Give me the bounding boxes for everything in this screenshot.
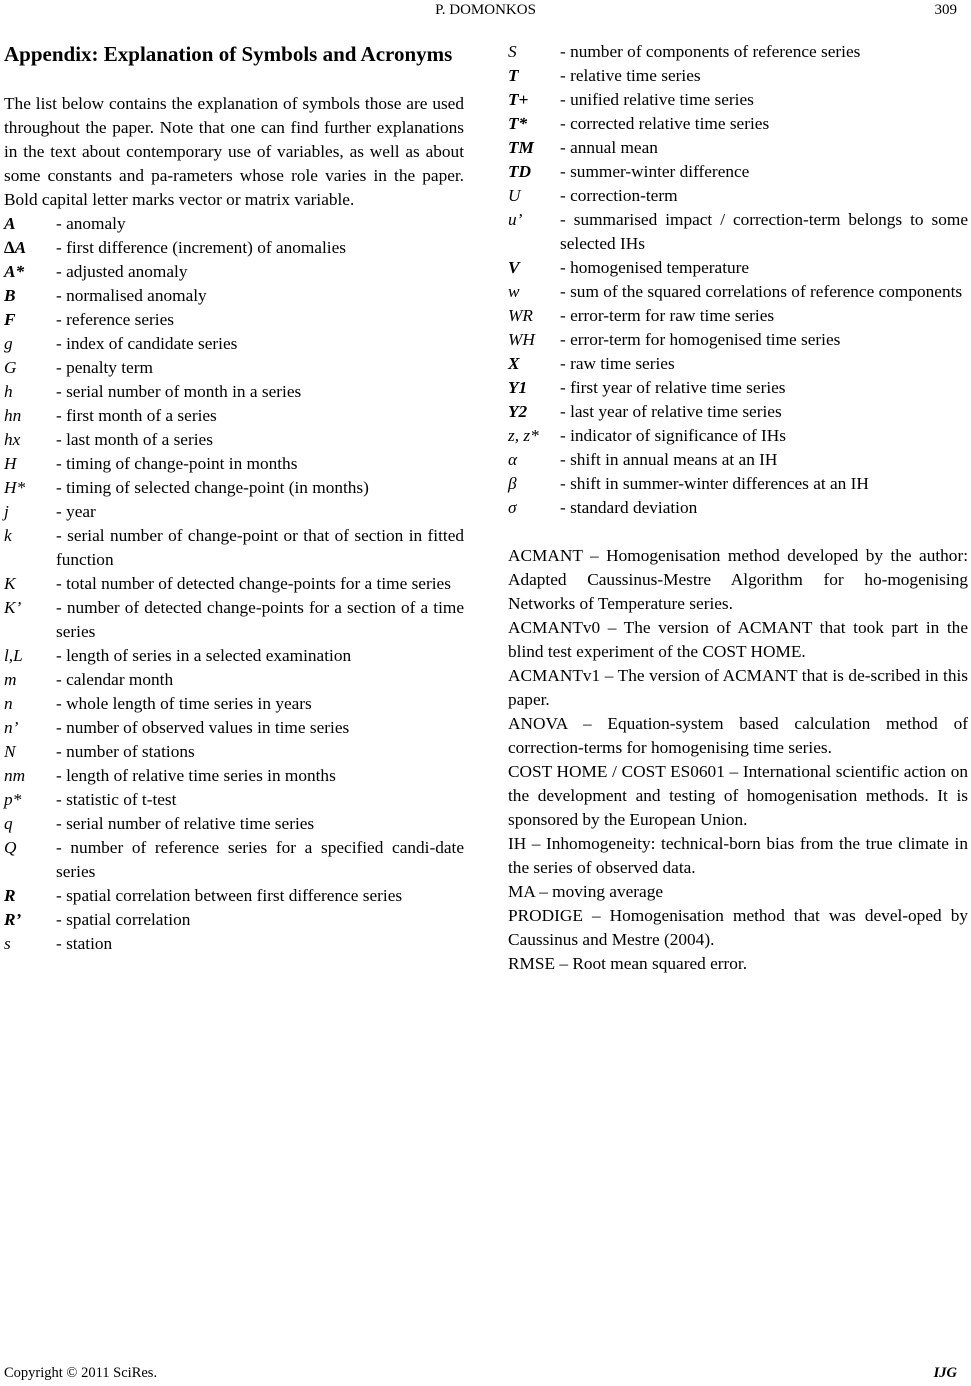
symbol-row	[4, 740, 464, 764]
symbol-row	[4, 284, 464, 308]
symbol-term: TD	[508, 162, 532, 181]
symbol-description: - error-term for homogenised time series	[560, 330, 841, 349]
symbol-row	[4, 572, 464, 596]
symbol-description: - length of relative time series in months	[56, 766, 336, 785]
symbol-term: w	[508, 282, 520, 301]
symbol-row	[508, 160, 968, 184]
acronym-entry: ANOVA – Equation-system based calculation method of correction-terms for homogenising time series.	[508, 714, 968, 757]
symbol-description: - whole length of time series in years	[56, 694, 312, 713]
symbol-term: T*	[508, 114, 528, 133]
symbol-description: - first year of relative time series	[560, 378, 786, 397]
symbol-term: WR	[508, 306, 533, 325]
symbol-term: F	[4, 310, 16, 329]
symbol-row	[4, 716, 464, 740]
symbol-row	[4, 332, 464, 356]
symbol-term: m	[4, 670, 17, 689]
symbol-description: - anomaly	[56, 214, 126, 233]
symbol-term: s	[4, 934, 11, 953]
symbol-description: - spatial correlation between first difference series	[56, 886, 403, 905]
symbol-row	[508, 424, 968, 448]
acronym-list	[508, 544, 968, 976]
symbol-description: - number of reference series for a specified candi-date series	[56, 838, 464, 881]
symbol-description: - number of stations	[56, 742, 195, 761]
symbol-description: - shift in annual means at an IH	[560, 450, 778, 469]
symbol-row	[4, 764, 464, 788]
symbol-description: - statistic of t-test	[56, 790, 177, 809]
symbol-row	[4, 668, 464, 692]
symbol-row	[4, 812, 464, 836]
symbol-row	[508, 448, 968, 472]
symbol-row	[508, 40, 968, 64]
symbol-row	[4, 692, 464, 716]
symbol-term: V	[508, 258, 520, 277]
symbol-description: - last month of a series	[56, 430, 213, 449]
symbol-description: - last year of relative time series	[560, 402, 782, 421]
symbol-description: - number of components of reference series	[560, 42, 861, 61]
symbol-row	[4, 524, 464, 572]
symbol-row	[4, 236, 464, 260]
symbol-term: TM	[508, 138, 534, 157]
symbol-row	[508, 328, 968, 352]
symbol-row	[508, 280, 968, 304]
symbol-term: u’	[508, 210, 523, 229]
acronym-entry: ACMANTv1 – The version of ACMANT that is de-scribed in this paper.	[508, 666, 968, 709]
symbol-term: H*	[4, 478, 26, 497]
symbol-description: - normalised anomaly	[56, 286, 207, 305]
symbol-term: l,L	[4, 646, 23, 665]
symbol-description: - serial number of change-point or that of section in fitted function	[56, 526, 464, 569]
symbol-term: T+	[508, 90, 529, 109]
symbol-description: - annual mean	[560, 138, 658, 157]
symbol-description: - standard deviation	[560, 498, 698, 517]
symbol-term: hn	[4, 406, 22, 425]
symbol-term: Y1	[508, 378, 528, 397]
symbol-description: - number of detected change-points for a section of a time series	[56, 598, 464, 641]
symbol-description: - index of candidate series	[56, 334, 238, 353]
symbol-term: j	[4, 502, 9, 521]
symbol-term: k	[4, 526, 12, 545]
symbol-term: n	[4, 694, 13, 713]
running-head: P. DOMONKOS	[435, 2, 536, 18]
symbol-description: - penalty term	[56, 358, 153, 377]
symbol-row	[508, 184, 968, 208]
symbol-description: - adjusted anomaly	[56, 262, 188, 281]
acronym-entry: PRODIGE – Homogenisation method that was devel-oped by Caussinus and Mestre (2004).	[508, 906, 968, 949]
symbol-row	[508, 496, 968, 520]
symbol-term: ∆A	[4, 238, 27, 257]
symbol-row	[508, 136, 968, 160]
symbol-row	[4, 908, 464, 932]
symbol-term: hx	[4, 430, 21, 449]
symbol-row	[4, 644, 464, 668]
symbol-description: - relative time series	[560, 66, 701, 85]
symbol-row	[4, 596, 464, 644]
symbol-term: n’	[4, 718, 19, 737]
symbol-row	[4, 404, 464, 428]
symbol-term: nm	[4, 766, 26, 785]
symbol-description: - sum of the squared correlations of reference components	[560, 282, 963, 301]
symbol-term: R	[4, 886, 16, 905]
symbol-description: - timing of selected change-point (in months)	[56, 478, 369, 497]
symbol-row	[4, 884, 464, 908]
page-header	[0, 0, 971, 24]
copyright-notice: Copyright © 2011 SciRes.	[4, 1365, 158, 1381]
symbol-row	[508, 64, 968, 88]
symbol-row	[4, 212, 464, 236]
acronym-entry: COST HOME / COST ES0601 – International scientific action on the development and testing of homogenisation methods. It is sponsored by the European Union.	[508, 762, 968, 829]
symbol-term: H	[4, 454, 17, 473]
symbol-term: β	[508, 474, 517, 493]
symbol-term: U	[508, 186, 521, 205]
symbol-description: - unified relative time series	[560, 90, 754, 109]
right-column	[508, 40, 968, 976]
symbol-term: X	[508, 354, 520, 373]
symbol-row	[508, 304, 968, 328]
symbol-term: S	[508, 42, 517, 61]
symbol-term: B	[4, 286, 16, 305]
page-number: 309	[934, 2, 957, 18]
symbol-description: - station	[56, 934, 113, 953]
symbol-term: A*	[4, 262, 25, 281]
symbol-term: N	[4, 742, 16, 761]
symbol-row	[4, 356, 464, 380]
symbol-row	[508, 472, 968, 496]
symbol-description: - serial number of month in a series	[56, 382, 302, 401]
symbol-term: K	[4, 574, 16, 593]
acronym-entry: ACMANT – Homogenisation method developed by the author: Adapted Caussinus-Mestre Algorithm for ho-mogenising Networks of Temperature series.	[508, 546, 968, 613]
symbol-description: - year	[56, 502, 96, 521]
symbol-description: - timing of change-point in months	[56, 454, 298, 473]
symbol-term: G	[4, 358, 17, 377]
symbol-description: - spatial correlation	[56, 910, 191, 929]
symbol-description: - length of series in a selected examination	[56, 646, 352, 665]
symbol-term: R’	[4, 910, 22, 929]
symbol-term: K’	[4, 598, 22, 617]
symbol-term: α	[508, 450, 518, 469]
symbol-row	[4, 500, 464, 524]
symbol-row	[508, 400, 968, 424]
symbol-row	[4, 380, 464, 404]
symbol-term: σ	[508, 498, 517, 517]
acronym-entry: MA – moving average	[508, 882, 664, 901]
symbol-list-right	[508, 40, 968, 520]
journal-abbrev: IJG	[933, 1365, 957, 1381]
symbol-description: - shift in summer-winter differences at an IH	[560, 474, 869, 493]
symbol-row	[508, 376, 968, 400]
symbol-list-left	[4, 212, 464, 956]
appendix-title: Appendix: Explanation of Symbols and Acronyms	[4, 42, 453, 66]
symbol-description: - corrected relative time series	[560, 114, 770, 133]
symbol-term: h	[4, 382, 13, 401]
symbol-description: - first difference (increment) of anomalies	[56, 238, 346, 257]
symbol-row	[4, 260, 464, 284]
symbol-row	[4, 452, 464, 476]
symbol-row	[4, 932, 464, 956]
symbol-description: - error-term for raw time series	[560, 306, 775, 325]
symbol-row	[508, 256, 968, 280]
symbol-description: - reference series	[56, 310, 174, 329]
symbol-description: - serial number of relative time series	[56, 814, 315, 833]
symbol-description: - total number of detected change-points for a time series	[56, 574, 451, 593]
symbol-row	[4, 476, 464, 500]
symbol-row	[508, 112, 968, 136]
left-column	[4, 40, 464, 956]
symbol-term: T	[508, 66, 519, 85]
symbol-term: Q	[4, 838, 17, 857]
acronym-entry: ACMANTv0 – The version of ACMANT that took part in the blind test experiment of the COST HOME.	[508, 618, 968, 661]
symbol-term: q	[4, 814, 13, 833]
symbol-row	[508, 352, 968, 376]
symbol-description: - first month of a series	[56, 406, 217, 425]
symbol-term: g	[4, 334, 13, 353]
symbol-description: - homogenised temperature	[560, 258, 750, 277]
symbol-description: - summarised impact / correction-term belongs to some selected IHs	[560, 210, 968, 253]
symbol-description: - raw time series	[560, 354, 675, 373]
symbol-row	[4, 428, 464, 452]
symbol-term: Y2	[508, 402, 528, 421]
symbol-row	[508, 88, 968, 112]
symbol-row	[508, 208, 968, 256]
symbol-description: - calendar month	[56, 670, 174, 689]
symbol-row	[4, 836, 464, 884]
acronym-entry: IH – Inhomogeneity: technical-born bias from the true climate in the series of observed data.	[508, 834, 968, 877]
symbol-description: - summer-winter difference	[560, 162, 750, 181]
symbol-description: - correction-term	[560, 186, 678, 205]
symbol-row	[4, 788, 464, 812]
symbol-description: - number of observed values in time series	[56, 718, 350, 737]
intro-paragraph: The list below contains the explanation of symbols those are used throughout the paper. Note that one can find further explanations in the text about contemporary use of variables, as well as about some constants and pa-rameters whose role varies in the paper. Bold capital letter marks vector or matrix variable.	[4, 94, 464, 209]
symbol-term: p*	[4, 790, 22, 809]
symbol-term: A	[4, 214, 16, 233]
acronym-entry: RMSE – Root mean squared error.	[508, 954, 748, 973]
symbol-row	[4, 308, 464, 332]
symbol-description: - indicator of significance of IHs	[560, 426, 787, 445]
symbol-term: z, z*	[508, 426, 539, 445]
symbol-term: WH	[508, 330, 535, 349]
